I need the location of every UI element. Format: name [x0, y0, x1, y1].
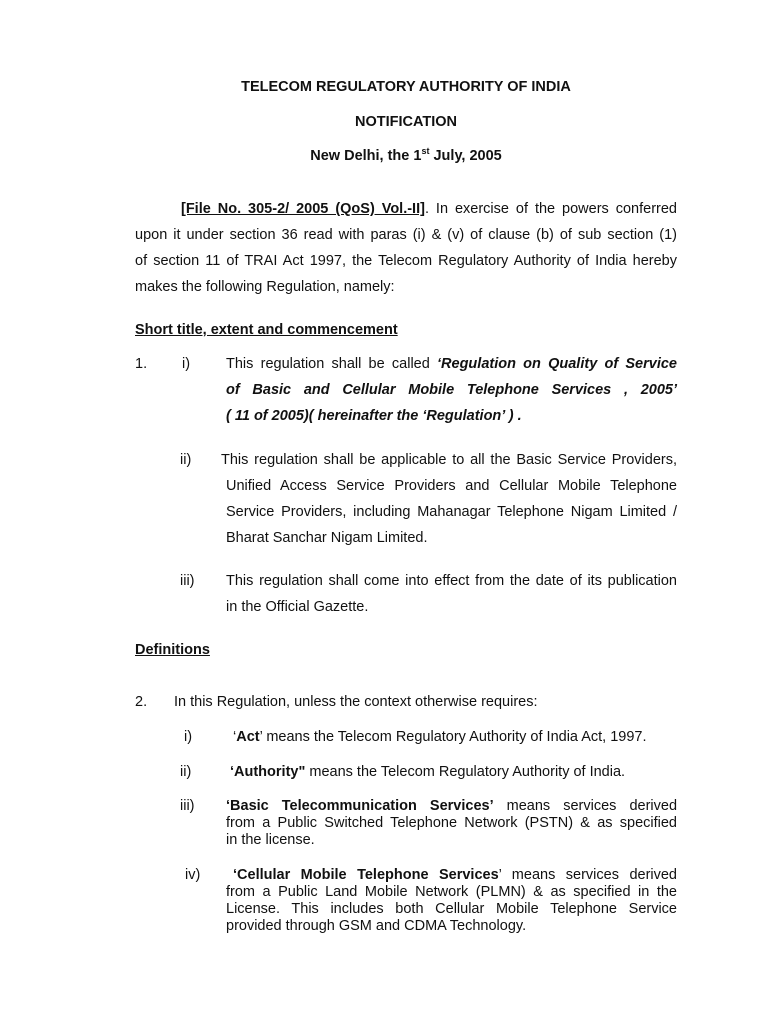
preamble-line-1 — [181, 201, 677, 217]
date-suffix: July, 2005 — [429, 148, 502, 164]
notification-title: NOTIFICATION — [354, 114, 458, 130]
def-i-rest: ’ means the Telecom Regulatory Authority of India Act, 1997. — [259, 729, 647, 745]
def-iv-marker: iv) — [185, 867, 201, 883]
item-iii-marker: iii) — [180, 573, 195, 589]
notification-date — [0, 148, 768, 164]
def-ii-text — [230, 764, 625, 780]
section-2-intro: In this Regulation, unless the context otherwise requires: — [174, 694, 538, 710]
def-i-marker: i) — [184, 729, 193, 745]
def-i-open-quote: ‘ — [233, 729, 237, 745]
def-iv-line-3: License. This includes both Cellular Mobile Telephone Service — [226, 901, 677, 917]
item-ii-line-3: Service Providers, including Mahanagar Telephone Nigam Limited / — [226, 504, 677, 520]
preamble-line-4: makes the following Regulation, namely: — [135, 279, 395, 295]
def-iv-line-1-rest: means services derived — [501, 867, 677, 883]
authority-title: TELECOM REGULATORY AUTHORITY OF INDIA — [241, 79, 571, 95]
date-superscript: st — [421, 146, 430, 156]
def-ii-rest: means the Telecom Regulatory Authority of India. — [305, 764, 626, 780]
regulation-title-1: ‘Regulation on Quality of Service — [437, 356, 677, 372]
section-2-heading: Definitions — [135, 642, 210, 658]
def-ii-term: ‘Authority" — [230, 764, 306, 780]
item-i-marker: i) — [182, 356, 191, 372]
def-iv-line-4: provided through GSM and CDMA Technology. — [226, 918, 527, 934]
item-iii-line-2: in the Official Gazette. — [226, 599, 369, 615]
regulation-title-2: of Basic and Cellular Mobile Telephone Services , 2005’ — [226, 382, 677, 398]
def-iii-line-1-rest: means services derived — [493, 798, 678, 814]
preamble-line-2: upon it under section 36 read with paras (i) & (v) of clause (b) of sub section (1) — [135, 227, 677, 243]
item-i-lead: This regulation shall be called — [226, 356, 438, 372]
def-iv-line-2: from a Public Land Mobile Network (PLMN) & as specified in the — [226, 884, 677, 900]
def-iv-line-1 — [233, 867, 677, 883]
def-iii-marker: iii) — [180, 798, 195, 814]
item-ii-line-4: Bharat Sanchar Nigam Limited. — [226, 530, 428, 546]
def-i-text — [233, 729, 647, 745]
def-iii-line-1 — [226, 798, 677, 814]
section-2-number: 2. — [135, 694, 148, 710]
preamble-line-3: of section 11 of TRAI Act 1997, the Telecom Regulatory Authority of India hereby — [135, 253, 677, 269]
regulation-title-3: ( 11 of 2005)( hereinafter the ‘Regulation’ ) . — [226, 408, 522, 424]
def-iii-line-2: from a Public Switched Telephone Network (PSTN) & as specified — [226, 815, 677, 831]
def-iv-close-quote: ’ — [498, 867, 502, 883]
def-iii-term: ‘Basic Telecommunication Services’ — [226, 798, 494, 814]
item-i-line-1 — [226, 356, 677, 372]
def-iv-term: ‘Cellular Mobile Telephone Services — [233, 867, 499, 883]
item-iii-line-1: This regulation shall come into effect from the date of its publication — [226, 573, 677, 589]
def-i-term: Act — [236, 729, 260, 745]
item-ii-line-1: This regulation shall be applicable to all the Basic Service Providers, — [221, 452, 677, 468]
section-1-heading: Short title, extent and commencement — [135, 322, 398, 338]
item-ii-line-2: Unified Access Service Providers and Cellular Mobile Telephone — [226, 478, 677, 494]
file-number: [File No. 305-2/ 2005 (QoS) Vol.-II] — [181, 201, 425, 217]
date-prefix: New Delhi, the 1 — [310, 148, 422, 164]
item-ii-marker: ii) — [180, 452, 192, 468]
def-ii-marker: ii) — [180, 764, 192, 780]
section-1-number: 1. — [135, 356, 148, 372]
preamble-line-1-rest: . In exercise of the powers conferred — [424, 201, 677, 217]
def-iii-line-3: in the license. — [226, 832, 315, 848]
